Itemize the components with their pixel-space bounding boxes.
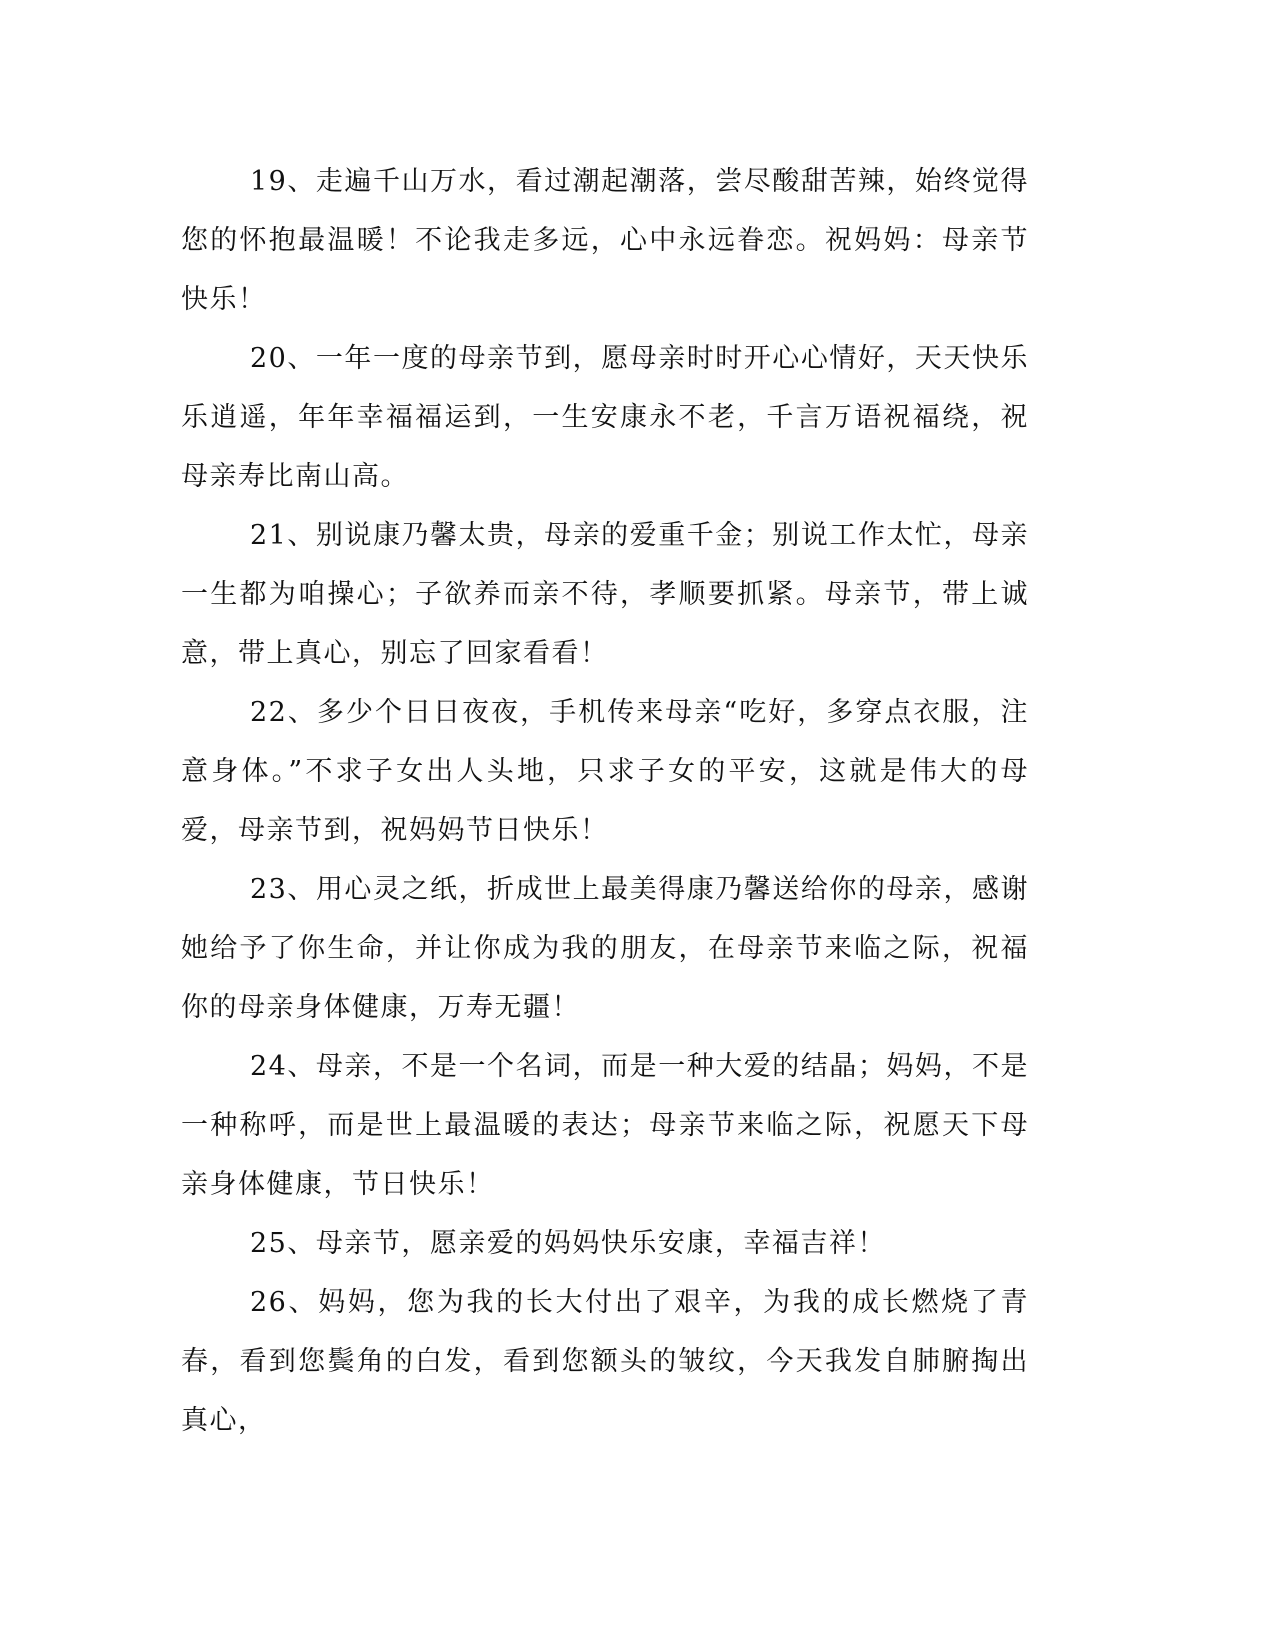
paragraph-24: 24、母亲，不是一个名词，而是一种大爱的结晶；妈妈，不是一种称呼，而是世上最温暖的表达；母亲节来临之际，祝愿天下母亲身体健康，节日快乐！	[181, 1051, 1029, 1200]
document-body	[181, 152, 1029, 1450]
paragraph-25: 25、母亲节，愿亲爱的妈妈快乐安康，幸福吉祥！	[250, 1228, 886, 1259]
paragraph-23: 23、用心灵之纸，折成世上最美得康乃馨送给你的母亲，感谢她给予了你生命，并让你成为我的朋友，在母亲节来临之际，祝福你的母亲身体健康，万寿无疆！	[181, 874, 1029, 1023]
paragraph-22: 22、多少个日日夜夜，手机传来母亲“吃好，多穿点衣服，注意身体。”不求子女出人头地，只求子女的平安，这就是伟大的母爱，母亲节到，祝妈妈节日快乐！	[181, 697, 1029, 846]
paragraph-26: 26、妈妈，您为我的长大付出了艰辛，为我的成长燃烧了青春，看到您鬓角的白发，看到您额头的皱纹，今天我发自肺腑掏出真心，	[181, 1287, 1029, 1436]
paragraph-19: 19、走遍千山万水，看过潮起潮落，尝尽酸甜苦辣，始终觉得您的怀抱最温暖！不论我走多远，心中永远眷恋。祝妈妈：母亲节快乐！	[181, 166, 1029, 315]
paragraph-21: 21、别说康乃馨太贵，母亲的爱重千金；别说工作太忙，母亲一生都为咱操心；子欲养而亲不待，孝顺要抓紧。母亲节，带上诚意，带上真心，别忘了回家看看！	[181, 520, 1029, 669]
paragraph-20: 20、一年一度的母亲节到，愿母亲时时开心心情好，天天快乐乐逍遥，年年幸福福运到，一生安康永不老，千言万语祝福绕，祝母亲寿比南山高。	[181, 343, 1029, 492]
